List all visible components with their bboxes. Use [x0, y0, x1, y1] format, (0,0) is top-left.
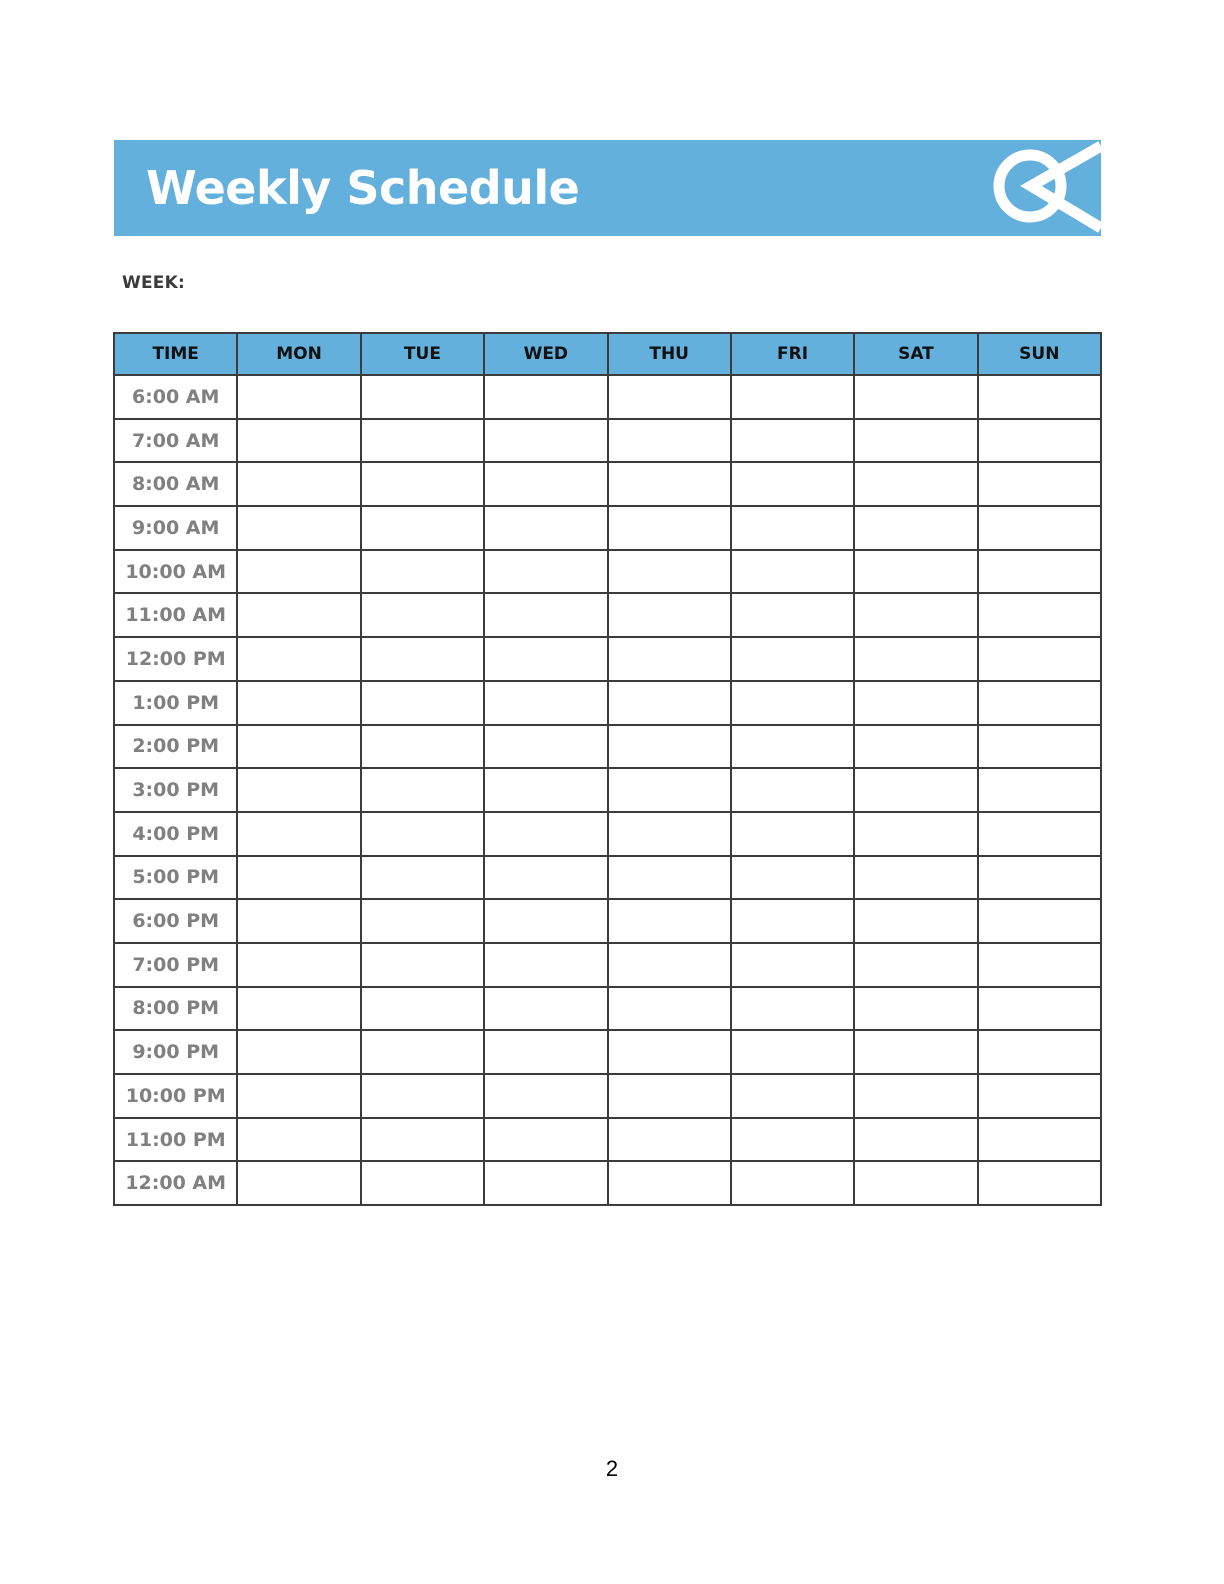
schedule-cell-thu[interactable] — [608, 462, 731, 506]
week-label: WEEK: — [122, 273, 185, 293]
schedule-cell-wed[interactable] — [484, 768, 607, 812]
table-row — [114, 375, 1101, 419]
schedule-cell-wed[interactable] — [484, 987, 607, 1031]
schedule-cell-thu[interactable] — [608, 593, 731, 637]
schedule-cell-thu[interactable] — [608, 1161, 731, 1205]
table-row — [114, 856, 1101, 900]
schedule-cell-sun[interactable] — [978, 550, 1101, 594]
schedule-cell-fri[interactable] — [731, 506, 854, 550]
header-banner — [114, 140, 1101, 236]
table-row — [114, 550, 1101, 594]
column-header-fri: FRI — [731, 333, 854, 375]
schedule-cell-wed[interactable] — [484, 681, 607, 725]
schedule-cell-mon[interactable] — [237, 462, 360, 506]
schedule-cell-sat[interactable] — [854, 375, 977, 419]
schedule-cell-mon[interactable] — [237, 419, 360, 463]
schedule-cell-sun[interactable] — [978, 856, 1101, 900]
schedule-cell-fri[interactable] — [731, 681, 854, 725]
schedule-cell-fri[interactable] — [731, 768, 854, 812]
schedule-cell-thu[interactable] — [608, 856, 731, 900]
table-row — [114, 768, 1101, 812]
schedule-cell-mon[interactable] — [237, 375, 360, 419]
schedule-cell-sun[interactable] — [978, 593, 1101, 637]
schedule-cell-fri[interactable] — [731, 725, 854, 769]
schedule-cell-sun[interactable] — [978, 1030, 1101, 1074]
schedule-cell-thu[interactable] — [608, 768, 731, 812]
schedule-cell-mon[interactable] — [237, 637, 360, 681]
time-cell: 8:00 PM — [114, 987, 237, 1031]
schedule-cell-sat[interactable] — [854, 1074, 977, 1118]
schedule-cell-thu[interactable] — [608, 506, 731, 550]
table-row — [114, 943, 1101, 987]
schedule-cell-mon[interactable] — [237, 856, 360, 900]
schedule-cell-tue[interactable] — [361, 987, 484, 1031]
column-header-thu: THU — [608, 333, 731, 375]
schedule-cell-wed[interactable] — [484, 419, 607, 463]
schedule-cell-sun[interactable] — [978, 768, 1101, 812]
table-row — [114, 812, 1101, 856]
schedule-cell-sat[interactable] — [854, 943, 977, 987]
schedule-cell-thu[interactable] — [608, 681, 731, 725]
schedule-cell-mon[interactable] — [237, 1074, 360, 1118]
time-cell: 9:00 PM — [114, 1030, 237, 1074]
table-row — [114, 637, 1101, 681]
time-cell: 7:00 PM — [114, 943, 237, 987]
schedule-cell-thu[interactable] — [608, 1030, 731, 1074]
schedule-cell-tue[interactable] — [361, 1030, 484, 1074]
schedule-cell-sat[interactable] — [854, 987, 977, 1031]
schedule-cell-sun[interactable] — [978, 987, 1101, 1031]
schedule-cell-thu[interactable] — [608, 637, 731, 681]
schedule-cell-wed[interactable] — [484, 856, 607, 900]
schedule-cell-thu[interactable] — [608, 1074, 731, 1118]
schedule-cell-tue[interactable] — [361, 768, 484, 812]
table-row — [114, 1030, 1101, 1074]
page-title: Weekly Schedule — [146, 161, 580, 215]
schedule-cell-fri[interactable] — [731, 987, 854, 1031]
schedule-cell-wed[interactable] — [484, 1030, 607, 1074]
schedule-cell-wed[interactable] — [484, 375, 607, 419]
schedule-cell-mon[interactable] — [237, 943, 360, 987]
schedule-cell-tue[interactable] — [361, 856, 484, 900]
schedule-cell-wed[interactable] — [484, 1161, 607, 1205]
time-cell: 12:00 PM — [114, 637, 237, 681]
schedule-cell-tue[interactable] — [361, 899, 484, 943]
schedule-cell-fri[interactable] — [731, 375, 854, 419]
time-cell: 10:00 PM — [114, 1074, 237, 1118]
schedule-cell-mon[interactable] — [237, 1030, 360, 1074]
schedule-cell-sat[interactable] — [854, 768, 977, 812]
schedule-cell-tue[interactable] — [361, 506, 484, 550]
schedule-cell-thu[interactable] — [608, 943, 731, 987]
schedule-cell-sun[interactable] — [978, 725, 1101, 769]
schedule-cell-sat[interactable] — [854, 1030, 977, 1074]
schedule-cell-sun[interactable] — [978, 506, 1101, 550]
schedule-cell-tue[interactable] — [361, 550, 484, 594]
schedule-cell-sun[interactable] — [978, 419, 1101, 463]
schedule-cell-sun[interactable] — [978, 1161, 1101, 1205]
time-cell: 10:00 AM — [114, 550, 237, 594]
schedule-cell-sun[interactable] — [978, 1074, 1101, 1118]
schedule-cell-tue[interactable] — [361, 375, 484, 419]
schedule-cell-mon[interactable] — [237, 506, 360, 550]
time-cell: 5:00 PM — [114, 856, 237, 900]
schedule-cell-mon[interactable] — [237, 681, 360, 725]
table-row — [114, 987, 1101, 1031]
time-cell: 8:00 AM — [114, 462, 237, 506]
schedule-cell-fri[interactable] — [731, 1161, 854, 1205]
schedule-cell-tue[interactable] — [361, 943, 484, 987]
schedule-cell-mon[interactable] — [237, 899, 360, 943]
schedule-cell-mon[interactable] — [237, 987, 360, 1031]
time-cell: 7:00 AM — [114, 419, 237, 463]
schedule-cell-wed[interactable] — [484, 725, 607, 769]
schedule-cell-sat[interactable] — [854, 856, 977, 900]
schedule-cell-wed[interactable] — [484, 1118, 607, 1162]
header-row — [114, 333, 1101, 375]
schedule-cell-sat[interactable] — [854, 550, 977, 594]
schedule-cell-wed[interactable] — [484, 1074, 607, 1118]
schedule-cell-sun[interactable] — [978, 1118, 1101, 1162]
schedule-cell-sun[interactable] — [978, 812, 1101, 856]
schedule-cell-thu[interactable] — [608, 987, 731, 1031]
schedule-cell-fri[interactable] — [731, 856, 854, 900]
schedule-cell-thu[interactable] — [608, 899, 731, 943]
schedule-cell-thu[interactable] — [608, 725, 731, 769]
schedule-cell-sat[interactable] — [854, 1161, 977, 1205]
schedule-cell-thu[interactable] — [608, 812, 731, 856]
column-header-sat: SAT — [854, 333, 977, 375]
schedule-cell-tue[interactable] — [361, 1118, 484, 1162]
schedule-cell-fri[interactable] — [731, 943, 854, 987]
table-row — [114, 725, 1101, 769]
time-cell: 4:00 PM — [114, 812, 237, 856]
schedule-cell-sat[interactable] — [854, 1118, 977, 1162]
column-header-time: TIME — [114, 333, 237, 375]
schedule-cell-fri[interactable] — [731, 1074, 854, 1118]
table-row — [114, 681, 1101, 725]
schedule-cell-tue[interactable] — [361, 637, 484, 681]
schedule-cell-tue[interactable] — [361, 725, 484, 769]
schedule-cell-fri[interactable] — [731, 812, 854, 856]
table-row — [114, 1074, 1101, 1118]
column-header-wed: WED — [484, 333, 607, 375]
schedule-cell-sat[interactable] — [854, 899, 977, 943]
time-cell: 11:00 PM — [114, 1118, 237, 1162]
schedule-body — [114, 375, 1101, 1205]
column-header-mon: MON — [237, 333, 360, 375]
schedule-cell-sat[interactable] — [854, 462, 977, 506]
table-row — [114, 1161, 1101, 1205]
schedule-cell-tue[interactable] — [361, 462, 484, 506]
schedule-cell-tue[interactable] — [361, 593, 484, 637]
table-row — [114, 1118, 1101, 1162]
schedule-cell-thu[interactable] — [608, 550, 731, 594]
schedule-cell-sun[interactable] — [978, 943, 1101, 987]
schedule-cell-fri[interactable] — [731, 462, 854, 506]
schedule-cell-sat[interactable] — [854, 593, 977, 637]
schedule-cell-mon[interactable] — [237, 768, 360, 812]
schedule-cell-wed[interactable] — [484, 506, 607, 550]
schedule-cell-sat[interactable] — [854, 681, 977, 725]
time-cell: 9:00 AM — [114, 506, 237, 550]
schedule-cell-wed[interactable] — [484, 637, 607, 681]
schedule-cell-fri[interactable] — [731, 899, 854, 943]
schedule-table — [113, 332, 1102, 1206]
column-header-tue: TUE — [361, 333, 484, 375]
schedule-cell-sun[interactable] — [978, 462, 1101, 506]
time-cell: 6:00 AM — [114, 375, 237, 419]
schedule-cell-thu[interactable] — [608, 419, 731, 463]
schedule-cell-mon[interactable] — [237, 1118, 360, 1162]
circle-arrow-logo-icon — [985, 140, 1101, 236]
schedule-cell-wed[interactable] — [484, 812, 607, 856]
schedule-cell-sat[interactable] — [854, 419, 977, 463]
schedule-cell-tue[interactable] — [361, 681, 484, 725]
schedule-cell-wed[interactable] — [484, 943, 607, 987]
time-cell: 3:00 PM — [114, 768, 237, 812]
table-row — [114, 899, 1101, 943]
time-cell: 11:00 AM — [114, 593, 237, 637]
schedule-cell-tue[interactable] — [361, 1161, 484, 1205]
table-row — [114, 593, 1101, 637]
schedule-cell-fri[interactable] — [731, 637, 854, 681]
schedule-cell-sun[interactable] — [978, 681, 1101, 725]
schedule-cell-sun[interactable] — [978, 899, 1101, 943]
schedule-cell-thu[interactable] — [608, 1118, 731, 1162]
time-cell: 2:00 PM — [114, 725, 237, 769]
page-number: 2 — [605, 1456, 619, 1481]
schedule-cell-tue[interactable] — [361, 419, 484, 463]
schedule-cell-sun[interactable] — [978, 375, 1101, 419]
schedule-cell-fri[interactable] — [731, 593, 854, 637]
schedule-cell-mon[interactable] — [237, 1161, 360, 1205]
schedule-cell-wed[interactable] — [484, 593, 607, 637]
schedule-cell-fri[interactable] — [731, 1118, 854, 1162]
schedule-cell-fri[interactable] — [731, 419, 854, 463]
table-row — [114, 506, 1101, 550]
time-cell: 6:00 PM — [114, 899, 237, 943]
schedule-cell-mon[interactable] — [237, 725, 360, 769]
schedule-cell-thu[interactable] — [608, 375, 731, 419]
schedule-cell-tue[interactable] — [361, 812, 484, 856]
time-cell: 12:00 AM — [114, 1161, 237, 1205]
table-row — [114, 462, 1101, 506]
table-row — [114, 419, 1101, 463]
schedule-cell-fri[interactable] — [731, 1030, 854, 1074]
column-header-sun: SUN — [978, 333, 1101, 375]
schedule-cell-sat[interactable] — [854, 506, 977, 550]
schedule-cell-sun[interactable] — [978, 637, 1101, 681]
schedule-cell-fri[interactable] — [731, 550, 854, 594]
schedule-cell-mon[interactable] — [237, 812, 360, 856]
time-cell: 1:00 PM — [114, 681, 237, 725]
schedule-cell-tue[interactable] — [361, 1074, 484, 1118]
schedule-cell-sat[interactable] — [854, 637, 977, 681]
schedule-cell-wed[interactable] — [484, 550, 607, 594]
schedule-cell-mon[interactable] — [237, 550, 360, 594]
schedule-cell-wed[interactable] — [484, 462, 607, 506]
schedule-cell-wed[interactable] — [484, 899, 607, 943]
schedule-cell-sat[interactable] — [854, 725, 977, 769]
schedule-cell-sat[interactable] — [854, 812, 977, 856]
schedule-cell-mon[interactable] — [237, 593, 360, 637]
